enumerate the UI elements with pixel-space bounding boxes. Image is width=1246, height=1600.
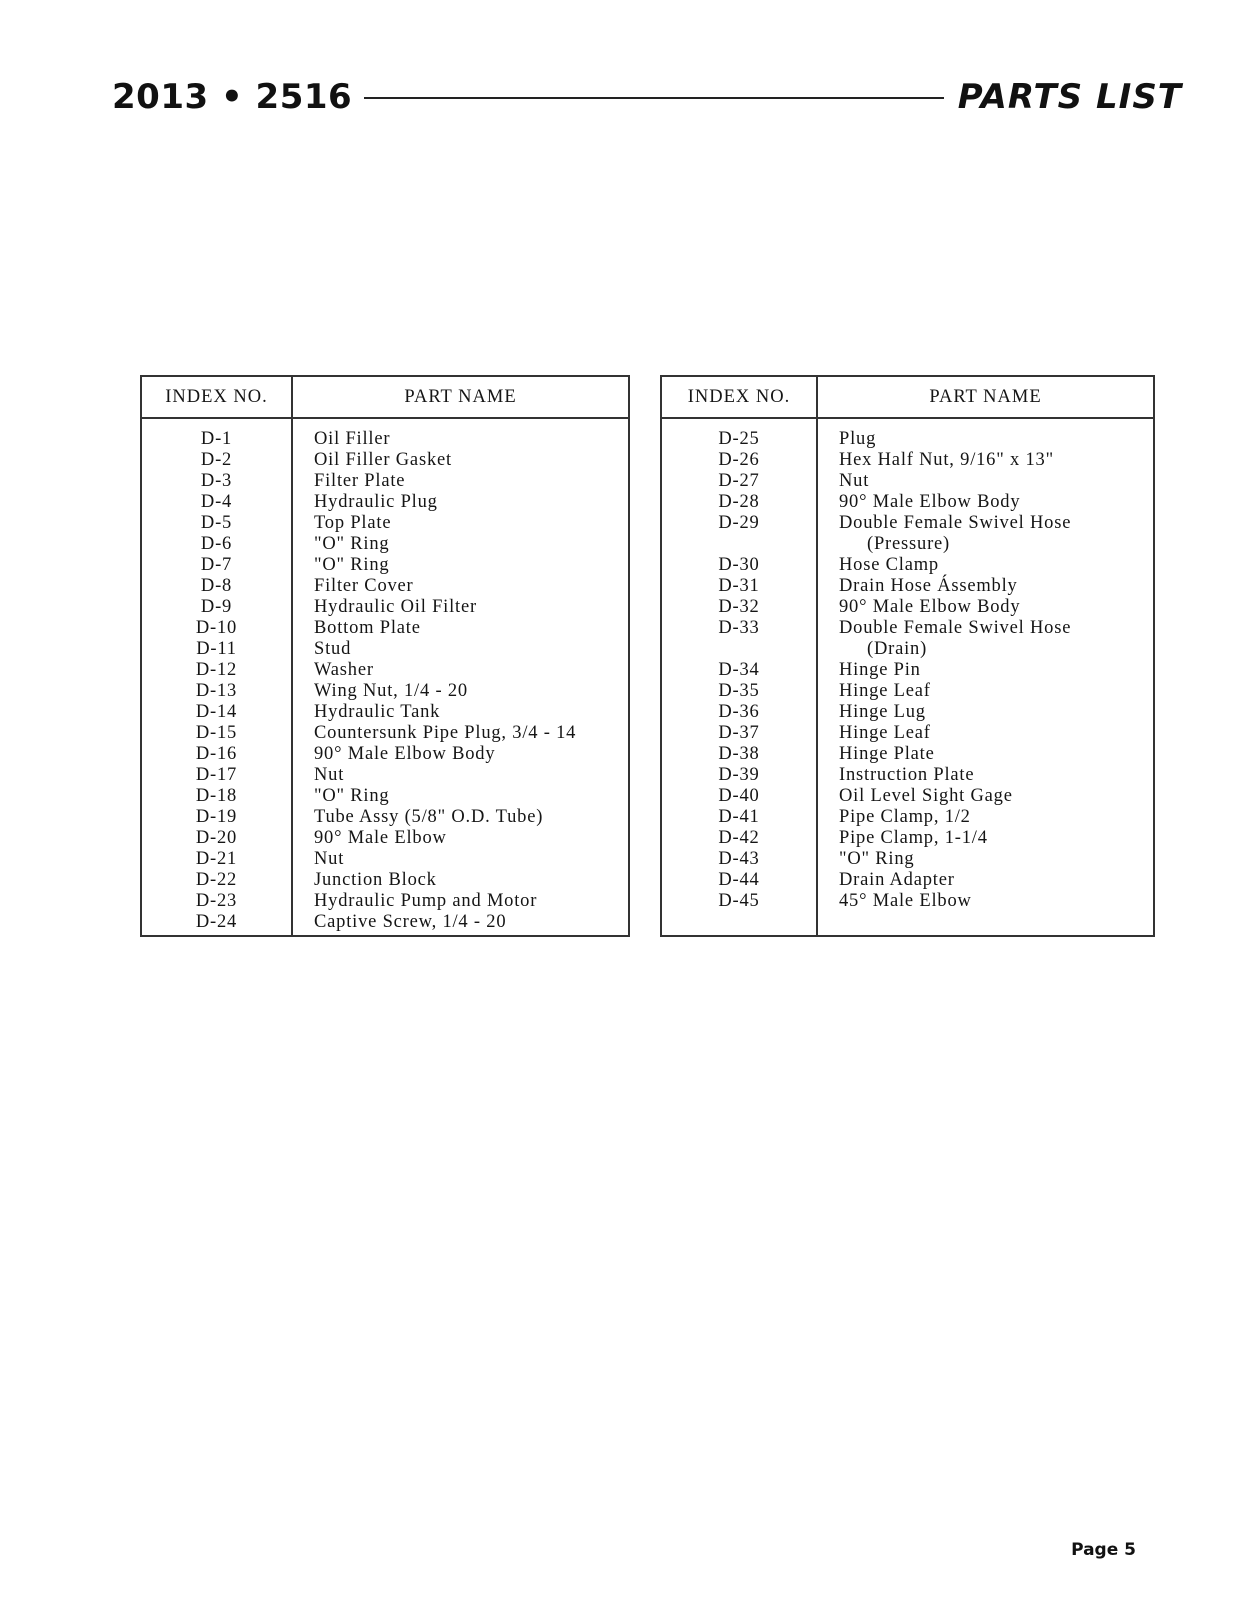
part-name-column-header: PART NAME (929, 387, 1042, 407)
part-name-cell (839, 702, 926, 723)
parts-table-left (140, 375, 630, 937)
part-name-text: "O" Ring (314, 555, 390, 575)
table-row (142, 534, 628, 555)
table-row (662, 870, 1153, 891)
part-name-cell (314, 639, 351, 660)
table-row (662, 597, 1153, 618)
header-rule (364, 97, 944, 99)
part-name-text: 90° Male Elbow (314, 828, 447, 848)
table-row (142, 555, 628, 576)
index-cell: D-32 (718, 597, 760, 617)
part-name-cell (839, 513, 1071, 555)
index-cell: D-43 (718, 849, 760, 869)
table-row (662, 765, 1153, 786)
table-header (662, 377, 1153, 419)
part-name-cell (839, 828, 988, 849)
part-name-cell (839, 660, 921, 681)
part-name-cell (839, 744, 935, 765)
table-row (142, 660, 628, 681)
table-row (662, 471, 1153, 492)
index-cell: D-22 (195, 870, 238, 890)
part-name-text: Top Plate (314, 513, 392, 533)
index-cell: D-5 (200, 513, 233, 533)
part-name-text: Countersunk Pipe Plug, 3/4 - 14 (314, 723, 577, 743)
part-name-text: Oil Level Sight Gage (839, 786, 1013, 806)
table-row (142, 492, 628, 513)
table-row (662, 618, 1153, 660)
table-row (662, 786, 1153, 807)
index-cell: D-29 (718, 513, 760, 533)
index-cell: D-1 (200, 429, 233, 449)
part-name-cell (839, 786, 1013, 807)
part-name-cell (314, 744, 495, 765)
part-name-text: Hex Half Nut, 9/16" x 13" (839, 450, 1054, 470)
table-header (142, 377, 628, 419)
part-name-cell (314, 471, 405, 492)
part-name-cell (839, 870, 955, 891)
index-cell: D-12 (195, 660, 238, 680)
table-row (662, 429, 1153, 450)
index-cell: D-20 (195, 828, 238, 848)
part-name-cell (839, 807, 971, 828)
table-row (662, 576, 1153, 597)
part-name-text: Filter Plate (314, 471, 406, 491)
part-name-text: Double Female Swivel Hose (839, 618, 1072, 638)
part-name-cell (314, 429, 390, 450)
index-column-header: INDEX NO. (687, 387, 791, 407)
index-cell: D-17 (195, 765, 238, 785)
index-cell: D-28 (718, 492, 760, 512)
part-name-cell (314, 702, 440, 723)
table-row (662, 555, 1153, 576)
part-name-text: Hose Clamp (839, 555, 939, 575)
index-cell: D-19 (195, 807, 238, 827)
part-name-text: Bottom Plate (314, 618, 421, 638)
part-name-text: Wing Nut, 1/4 - 20 (314, 681, 468, 701)
index-cell: D-6 (200, 534, 233, 554)
table-row (662, 681, 1153, 702)
part-name-cell (314, 891, 537, 912)
part-name-cell (839, 492, 1020, 513)
part-name-cell (839, 618, 1071, 660)
table-row (142, 828, 628, 849)
table-row (142, 618, 628, 639)
table-row (662, 723, 1153, 744)
table-row (662, 849, 1153, 870)
part-name-cell (839, 849, 914, 870)
part-name-text: Drain Hose Ássembly (839, 576, 1018, 596)
table-row (142, 429, 628, 450)
part-name-text: Junction Block (314, 870, 437, 890)
table-row (142, 744, 628, 765)
part-name-cell (839, 891, 972, 912)
index-cell: D-41 (718, 807, 760, 827)
part-name-text: Pipe Clamp, 1/2 (839, 807, 971, 827)
part-name-text: Filter Cover (314, 576, 414, 596)
part-name-text: Oil Filler Gasket (314, 450, 452, 470)
part-name-cell (314, 786, 389, 807)
model-number: 2013 • 2516 (112, 77, 353, 117)
index-cell: D-26 (718, 450, 760, 470)
index-cell: D-39 (718, 765, 760, 785)
table-row (142, 786, 628, 807)
page-number: Page 5 (1071, 1540, 1136, 1560)
part-name-text: Instruction Plate (839, 765, 975, 785)
index-cell: D-2 (200, 450, 233, 470)
index-cell: D-4 (200, 492, 233, 512)
part-name-cell (839, 429, 876, 450)
part-name-text: Hydraulic Plug (314, 492, 438, 512)
part-name-text: 90° Male Elbow Body (314, 744, 496, 764)
table-row (142, 597, 628, 618)
part-name-cell (839, 723, 931, 744)
parts-table-right (660, 375, 1155, 937)
part-name-cell (314, 555, 389, 576)
table-body (142, 429, 628, 933)
part-name-text: 90° Male Elbow Body (839, 597, 1021, 617)
part-name-text: Nut (314, 849, 345, 869)
part-name-text: Hydraulic Oil Filter (314, 597, 477, 617)
part-name-text: Nut (314, 765, 345, 785)
part-name-continuation: (Drain) (867, 639, 928, 659)
index-cell: D-35 (718, 681, 760, 701)
part-name-cell (314, 723, 576, 744)
part-name-text: 45° Male Elbow (839, 891, 972, 911)
index-cell: D-8 (200, 576, 233, 596)
index-cell: D-37 (718, 723, 760, 743)
part-name-cell (314, 618, 421, 639)
part-name-cell (314, 513, 391, 534)
table-row (662, 660, 1153, 681)
part-name-text: "O" Ring (314, 534, 390, 554)
part-name-cell (314, 450, 452, 471)
part-name-column-header: PART NAME (404, 387, 517, 407)
table-row (142, 870, 628, 891)
part-name-cell (314, 828, 447, 849)
index-cell: D-27 (718, 471, 760, 491)
table-body (662, 429, 1153, 912)
table-row (662, 828, 1153, 849)
part-name-text: Hinge Lug (839, 702, 926, 722)
table-row (142, 702, 628, 723)
part-name-cell (314, 912, 506, 933)
index-cell: D-36 (718, 702, 760, 722)
table-row (662, 702, 1153, 723)
part-name-cell (839, 576, 1018, 597)
index-cell: D-44 (718, 870, 760, 890)
part-name-text: Hinge Plate (839, 744, 935, 764)
part-name-text: Stud (314, 639, 352, 659)
table-row (142, 513, 628, 534)
table-row (142, 912, 628, 933)
index-cell: D-38 (718, 744, 760, 764)
table-row (142, 723, 628, 744)
part-name-text: Tube Assy (5/8" O.D. Tube) (314, 807, 544, 827)
index-cell: D-23 (195, 891, 238, 911)
part-name-cell (314, 576, 414, 597)
index-cell: D-18 (195, 786, 238, 806)
part-name-text: Plug (839, 429, 877, 449)
part-name-cell (839, 555, 939, 576)
part-name-cell (314, 807, 543, 828)
part-name-text: "O" Ring (314, 786, 390, 806)
part-name-cell (314, 870, 437, 891)
table-row (142, 471, 628, 492)
part-name-cell (839, 765, 974, 786)
part-name-cell (314, 492, 438, 513)
index-cell: D-24 (195, 912, 238, 932)
part-name-text: Double Female Swivel Hose (839, 513, 1072, 533)
part-name-cell (314, 765, 344, 786)
index-cell: D-31 (718, 576, 760, 596)
part-name-text: "O" Ring (839, 849, 915, 869)
index-cell: D-3 (200, 471, 233, 491)
table-row (142, 576, 628, 597)
table-row (662, 513, 1153, 555)
part-name-text: Hydraulic Pump and Motor (314, 891, 538, 911)
table-row (142, 849, 628, 870)
page-title: PARTS LIST (957, 77, 1182, 117)
table-row (662, 891, 1153, 912)
index-cell: D-40 (718, 786, 760, 806)
index-cell: D-16 (195, 744, 238, 764)
part-name-text: Hydraulic Tank (314, 702, 441, 722)
part-name-cell (314, 534, 389, 555)
table-row (142, 807, 628, 828)
part-name-text: Pipe Clamp, 1-1/4 (839, 828, 988, 848)
table-row (142, 450, 628, 471)
part-name-text: 90° Male Elbow Body (839, 492, 1021, 512)
table-row (142, 765, 628, 786)
part-name-text: Hinge Pin (839, 660, 921, 680)
part-name-cell (839, 681, 931, 702)
index-column-header: INDEX NO. (165, 387, 268, 407)
part-name-text: Washer (314, 660, 374, 680)
part-name-text: Hinge Leaf (839, 723, 931, 743)
index-cell: D-45 (718, 891, 760, 911)
part-name-cell (314, 597, 477, 618)
index-cell: D-11 (196, 639, 237, 659)
part-name-text: Captive Screw, 1/4 - 20 (314, 912, 507, 932)
table-row (142, 891, 628, 912)
part-name-cell (839, 597, 1020, 618)
index-cell: D-25 (718, 429, 760, 449)
part-name-cell (314, 849, 344, 870)
index-cell: D-9 (200, 597, 233, 617)
index-cell: D-13 (195, 681, 238, 701)
table-row (662, 744, 1153, 765)
part-name-cell (314, 660, 374, 681)
index-cell: D-30 (718, 555, 760, 575)
index-cell: D-14 (195, 702, 238, 722)
part-name-cell (839, 450, 1054, 471)
part-name-text: Nut (839, 471, 870, 491)
index-cell: D-34 (718, 660, 760, 680)
part-name-text: Drain Adapter (839, 870, 955, 890)
part-name-text: Oil Filler (314, 429, 391, 449)
table-row (662, 450, 1153, 471)
part-name-text: Hinge Leaf (839, 681, 931, 701)
index-cell: D-33 (718, 618, 760, 638)
page-header (112, 72, 1182, 122)
index-cell: D-15 (195, 723, 238, 743)
table-row (662, 807, 1153, 828)
table-row (142, 639, 628, 660)
table-row (662, 492, 1153, 513)
index-cell: D-42 (718, 828, 760, 848)
part-name-cell (314, 681, 468, 702)
part-name-continuation: (Pressure) (867, 534, 951, 554)
index-cell: D-10 (195, 618, 238, 638)
part-name-cell (839, 471, 869, 492)
table-row (142, 681, 628, 702)
index-cell: D-7 (200, 555, 233, 575)
index-cell: D-21 (195, 849, 238, 869)
